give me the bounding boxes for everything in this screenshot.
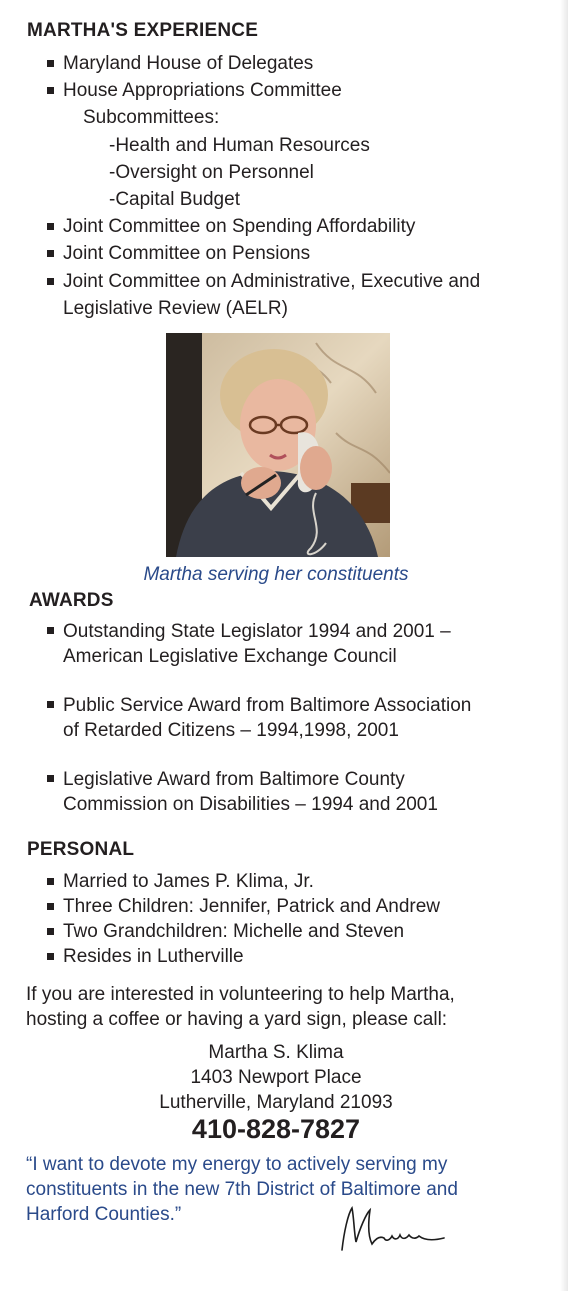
list-item: Maryland House of Delegates — [28, 50, 480, 77]
bullet-icon — [47, 223, 54, 230]
list-item: Joint Committee on Spending Affordability — [28, 213, 480, 240]
bullet-icon — [47, 953, 54, 960]
list-item: Three Children: Jennifer, Patrick and Andrew — [28, 894, 440, 919]
list-item: -Oversight on Personnel — [109, 161, 314, 183]
portrait-illustration — [166, 333, 390, 557]
photo-caption: Martha serving her constituents — [143, 564, 409, 585]
bullet-icon — [47, 775, 54, 782]
list-item: Resides in Lutherville — [28, 944, 440, 969]
signature-image — [332, 1202, 448, 1254]
bullet-icon — [47, 903, 54, 910]
experience-heading: MARTHA'S EXPERIENCE — [27, 20, 259, 41]
contact-phone: 410-828-7827 — [191, 1114, 361, 1144]
bullet-icon — [47, 928, 54, 935]
bullet-icon — [47, 60, 54, 67]
contact-name: Martha S. Klima — [208, 1042, 344, 1063]
awards-list — [28, 619, 471, 817]
list-item: Public Service Award from Baltimore Association of Retarded Citizens – 1994,1998, 2001 — [28, 693, 471, 743]
quote-paragraph: “I want to devote my energy to actively serving my constituents in the new 7th District of Baltimore and Harford Counties.” — [26, 1154, 458, 1225]
list-item: Legislative Award from Baltimore County Commission on Disabilities – 1994 and 2001 — [28, 767, 471, 817]
list-item: -Health and Human Resources — [109, 134, 370, 156]
list-item: Legislative Review (AELR) — [63, 297, 288, 319]
list-item: Joint Committee on Administrative, Executive and — [28, 268, 480, 295]
awards-heading: AWARDS — [29, 590, 114, 611]
personal-heading: PERSONAL — [27, 839, 135, 860]
personal-list — [28, 869, 440, 969]
volunteer-paragraph: If you are interested in volunteering to help Martha, hosting a coffee or having a yard sign, please call: — [26, 984, 455, 1030]
list-item: Joint Committee on Pensions — [28, 240, 480, 267]
bullet-icon — [47, 878, 54, 885]
list-item: Married to James P. Klima, Jr. — [28, 869, 440, 894]
bullet-icon — [47, 87, 54, 94]
contact-city: Lutherville, Maryland 21093 — [159, 1092, 393, 1113]
bullet-icon — [47, 250, 54, 257]
experience-list — [28, 50, 480, 322]
bullet-icon — [47, 627, 54, 634]
page-edge-shadow — [560, 0, 568, 1291]
contact-street: 1403 Newport Place — [190, 1067, 362, 1088]
portrait-photo — [166, 333, 390, 557]
list-item: Subcommittees: — [83, 107, 220, 129]
bullet-icon — [47, 701, 54, 708]
list-item: Outstanding State Legislator 1994 and 2001 – American Legislative Exchange Council — [28, 619, 471, 669]
list-item: -Capital Budget — [109, 189, 240, 211]
list-item: House Appropriations Committee — [28, 77, 480, 104]
list-item: Two Grandchildren: Michelle and Steven — [28, 919, 440, 944]
bullet-icon — [47, 278, 54, 285]
